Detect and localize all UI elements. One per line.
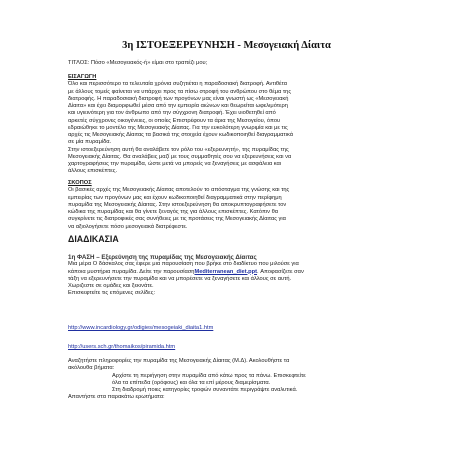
intro-line: με άλλους τομείς φαίνεται να υπάρχει προς τα πίσω στροφή του ανθρώπου στο θέμα της [68,88,292,95]
page-title: 3η ΙΣΤΟΕΞΕΡΕΥΝΗΣΗ - Μεσογειακή Δίαιτα [122,40,331,51]
purpose-line: εμπειρίας των προγόνων μας και έχουν κωδικοποιηθεί διαγραμματικά στην περίφημη [68,194,282,201]
intro-line: εδραιώθηκε το μοντέλο της Μεσογειακής Δίαιτας. Για την ευκολότερη γνωριμία και με τις [68,124,288,131]
step1-line: όλα τα επίπεδα (ορόφους) και όλα τα επί μέρους διαμερίσματα. [112,379,271,386]
intro-line: Δίαιτα» και έχει διαμορφωθεί μέσα από την εμπειρία αιώνων και θεωρείται ωφελιμότερη [68,103,288,109]
link-block-2 [68,344,388,351]
final-line: Απαντήστε στα παρακάτω ερωτήματα: [68,394,165,401]
purpose-line: Οι βασικές αρχές της Μεσογειακής Δίαιτας αποτελούν το απόσταγμα της γνώσης και της [68,187,290,194]
phase-line: Επισκεφτείτε τις επόμενες σελίδες: [68,290,156,297]
phase-line [68,269,388,276]
intro-line: άλλους επισκέπτες. [68,168,118,175]
purpose-line: συγκρίνετε τις διατροφικές σας συνήθειες με τις προτάσεις της Μεσογειακής Δίαιτας για [68,216,286,223]
phase-line-after: . Αποφασίζετε σαν [257,268,304,275]
intro-heading: ΕΙΣΑΓΩΓΗ [68,74,97,80]
step2-line: Στη διαδρομή πoιες κατηγορίες τροφών συναντάτε περιγράψτε αναλυτικά. [112,387,298,393]
piramida-link[interactable]: http://users.sch.gr/thomaikos/piramida.htm [68,344,176,350]
steps-section [68,358,388,402]
procedure-section [68,236,388,243]
purpose-line: κώδικα της πυραμίδας και θα γίνετε ξεναγός της για άλλους επισκέπτες. Κατόπιν θα [68,209,279,215]
after-line: Αναζητήστε πληροφορίες την πυραμίδα της Μεσογειακής Δίαιτας (Μ.Δ). Ακολουθήστε τα [68,358,290,364]
intro-line: Μεσογειακής Δίαιτας. Θα αναλάβεις μαζί με τους συμμαθητές σου να εξερευνήσεις και να [68,153,292,160]
step1-line: Αρχίστε τη περιήγηση στην πυραμίδα από κάτω προς τα πάνω. Επισκεφτείτε [112,372,306,379]
purpose-line: πυραμίδα της Μεσογειακής Δίαιτας. Στην ιστοεξερεύνηση θα αποκρυπτογραφήσετε τον [68,201,287,208]
intro-line: και υγιεινότερη για τον άνθρωπο από την σύγχρονη διατροφή. Έχει υιοθετηθεί από [68,110,276,117]
incardiology-link[interactable]: http://www.incardiology.gr/odigies/mesogeiaki_diaita1.htm [68,325,214,331]
intro-line: σε μία πυραμίδα. [68,139,112,146]
phase-line-text: κάποια μυστήρια πυραμίδα. Δείτε την παρουσίαση [68,268,195,275]
topic-text: Πόσο «Μεσογειακός-ή» είμαι στο τραπέζι μου; [90,60,208,66]
intro-line: αρχές τις Μεσογειακής Δίαιτας τα βασικά της στοιχεία έχουν κωδικοποιηθεί διαγραμματικά [68,132,294,138]
phase-section [68,254,388,298]
intro-line: Όλο και περισσότερο τα τελευταία χρόνια συζητιέται η παραδοσιακή διατροφή. Αντιθέτα [68,81,288,88]
link-block-1 [68,325,388,332]
intro-line: αρκετές σύγχρονες οικογένειες, οι οποίες Επιστρέφουν τα άρια της Μεσογείου, όπου [68,117,281,124]
presentation-link[interactable]: Mediterranean_diet.ppt [194,268,258,275]
purpose-section [68,180,388,231]
phase-line: Χωριζεστε σε ομάδες και ξεκινάτε. [68,283,154,289]
intro-line: χαρτογραφήσεις την πυραμίδα, ώστε μετά να μπορείς να ξεναγήσεις με ασφάλεια και [68,161,282,167]
procedure-heading: ΔΙΑΔΙΚΑΣΙΑ [68,234,119,244]
phase-line: Μια μέρα Ο δάσκαλος σας έφερε μια παρουσίαση που βρήκε στο διαδίκτυο που μιλούσε για [68,261,299,268]
intro-line: Στην ιστοεξερεύνηση αυτή θα αναλάβετε τον ρόλο του «εξερευνητή», της πυραμίδας της [68,146,289,153]
phase-title: 1η ΦΑΣΗ – Εξερεύνηση της πυραμίδας της Μεσογειακής Δίαιτας [68,254,257,261]
intro-section [68,74,388,176]
purpose-heading: ΣΚΟΠΟΣ [68,180,92,186]
intro-line: διατροφής. Η παραδοσιακή διατροφή των προγόνων μας είναι γνωστή ως «Μεσογειακή [68,95,289,102]
topic-label: ΤΙΤΛΟΣ: [68,60,90,66]
topic-line [68,60,388,67]
purpose-line: να αξιολογήσετε πόσο μεσογειακά διατρέφεστε. [68,223,188,230]
phase-line: τάξη να εξερευνήσετε την πυραμίδα και να μπορέσετε να ξεναγήσετε και άλλους σε αυτή. [68,275,292,282]
after-line: ακόλουθα βήματα: [68,365,115,372]
